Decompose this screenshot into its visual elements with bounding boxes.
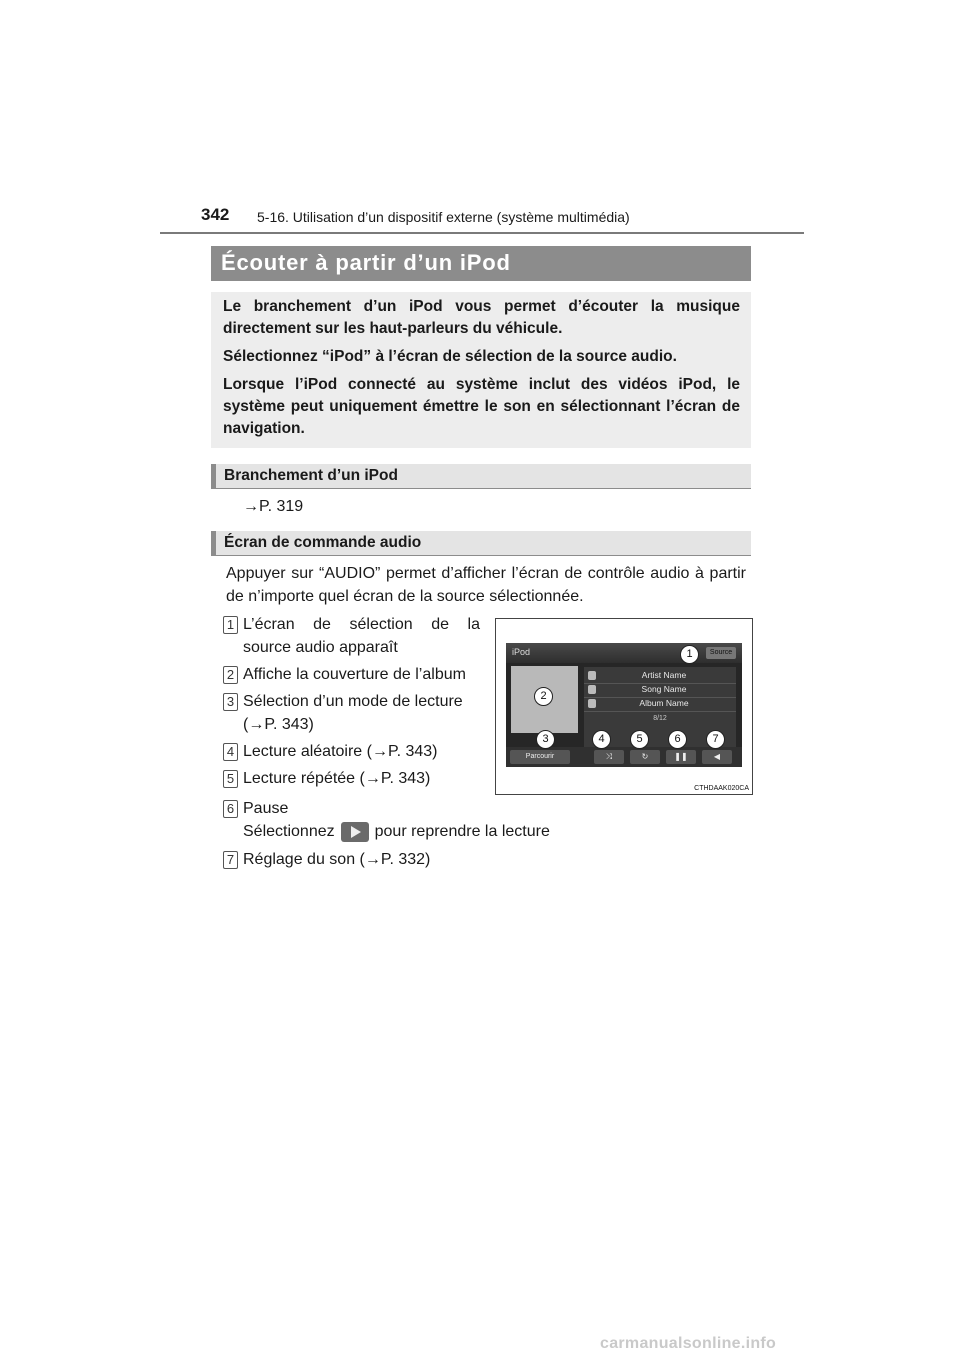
song-row <box>584 683 736 698</box>
control-bar <box>506 747 742 767</box>
item-3-line-2: (→P. 343) <box>243 716 314 733</box>
item-6-text-pre: Sélectionnez <box>243 823 335 840</box>
item-marker-5: 5 <box>223 770 238 788</box>
subheading-connect-text: Branchement d’un iPod <box>224 467 398 484</box>
item-marker-1: 1 <box>223 616 238 634</box>
play-icon <box>341 822 369 842</box>
item-marker-2: 2 <box>223 666 238 684</box>
album-row <box>584 697 736 712</box>
item-marker-6: 6 <box>223 800 238 818</box>
subheading-audio-screen-text: Écran de commande audio <box>224 534 422 551</box>
subheading-audio-screen <box>211 531 751 556</box>
item-1-line-2: source audio apparaît <box>243 639 398 656</box>
song-name: Song Name <box>641 684 687 694</box>
browse-button: Parcourir <box>510 750 570 764</box>
subheading-bar <box>211 531 216 555</box>
callout-6: 6 <box>668 730 687 749</box>
callout-5: 5 <box>630 730 649 749</box>
chapter-title: 5-16. Utilisation d’un dispositif externe (système multimédia) <box>257 209 630 225</box>
artist-icon <box>588 671 596 680</box>
pause-icon: ❚❚ <box>666 750 696 764</box>
item-marker-3: 3 <box>223 693 238 711</box>
intro-box <box>211 292 751 448</box>
source-button: Source <box>706 647 736 659</box>
screen-header <box>506 643 742 663</box>
section-title: Écouter à partir d’un iPod <box>221 250 511 275</box>
item-6-text-post: pour reprendre la lecture <box>374 823 550 840</box>
screen-title: iPod <box>512 647 531 657</box>
repeat-icon: ↻ <box>630 750 660 764</box>
item-marker-7: 7 <box>223 851 238 869</box>
callout-1: 1 <box>680 645 699 664</box>
connect-reference: →P. 319 <box>243 498 304 515</box>
callout-4: 4 <box>592 730 611 749</box>
item-4-text: Lecture aléatoire (→P. 343) <box>243 743 438 760</box>
track-counter: 8/12 <box>653 715 667 722</box>
audio-screen-description: Appuyer sur “AUDIO” permet d’afficher l’écran de contrôle audio à partir de n’importe quel écran de la source sélectionnée. <box>226 565 746 605</box>
callout-2: 2 <box>534 687 553 706</box>
item-2-text: Affiche la couverture de l’album <box>243 666 466 683</box>
item-marker-4: 4 <box>223 743 238 761</box>
item-3-line-1: Sélection d’un mode de lecture <box>243 693 463 710</box>
audio-screen-figure <box>495 618 753 795</box>
callout-3: 3 <box>536 730 555 749</box>
page-number: 342 <box>201 205 230 224</box>
music-note-icon <box>588 685 596 694</box>
intro-paragraph-1: Le branchement d’un iPod vous permet d’écouter la musique directement sur les haut-parleurs du véhicule. <box>223 298 740 337</box>
item-1-text-a: L’écran de sélection de la <box>243 616 480 633</box>
shuffle-icon: ⤨ <box>594 750 624 764</box>
intro-paragraph-3: Lorsque l’iPod connecté au système inclut des vidéos iPod, le système peut uniquement émettre le son en sélectionnant l’écran de navigation. <box>223 376 740 437</box>
item-6-line-2 <box>243 820 550 843</box>
intro-paragraph-2: Sélectionnez “iPod” à l’écran de sélection de la source audio. <box>223 348 677 365</box>
watermark: carmanualsonline.info <box>600 1335 777 1352</box>
figure-code: CTHDAAK020CA <box>694 785 749 792</box>
album-icon <box>588 699 596 708</box>
header-rule <box>160 232 804 234</box>
subheading-bar <box>211 464 216 488</box>
item-6-line-1: Pause <box>243 800 289 817</box>
sound-icon: ◀ <box>702 750 732 764</box>
item-5-text: Lecture répétée (→P. 343) <box>243 770 431 787</box>
subheading-connect <box>211 464 751 489</box>
callout-7: 7 <box>706 730 725 749</box>
album-name: Album Name <box>639 698 689 708</box>
section-title-bar <box>211 246 751 281</box>
item-1-line-1 <box>243 613 480 636</box>
item-7-text: Réglage du son (→P. 332) <box>243 851 431 868</box>
artist-row <box>584 669 736 684</box>
artist-name: Artist Name <box>641 670 687 680</box>
